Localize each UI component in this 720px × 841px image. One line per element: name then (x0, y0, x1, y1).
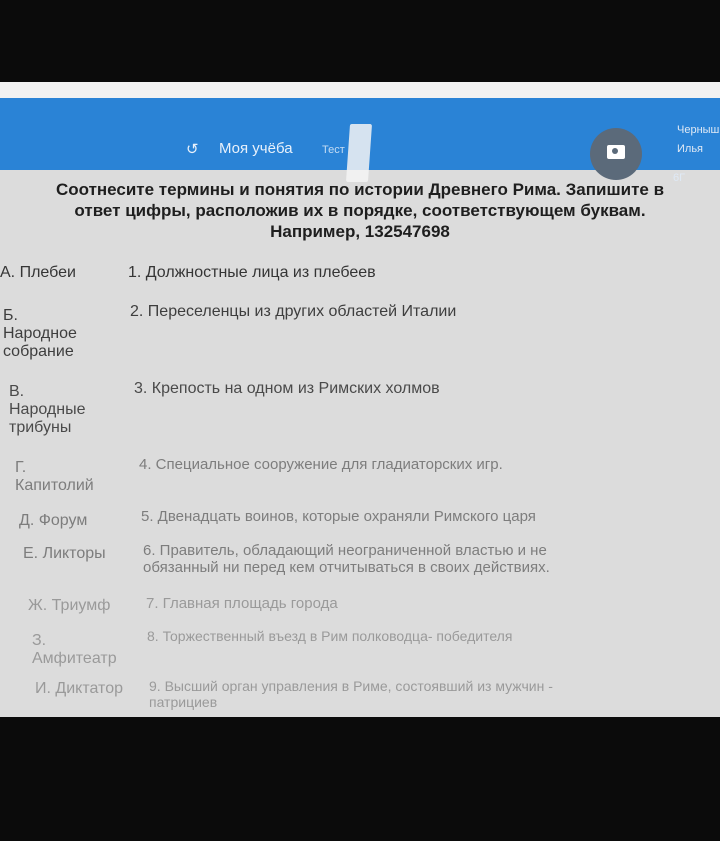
definition-7: 7. Главная площадь города (146, 595, 338, 612)
definition-3: 3. Крепость на одном из Римских холмов (134, 380, 440, 397)
browser-screen (0, 82, 720, 717)
nav-my-study[interactable]: Моя учёба (219, 140, 293, 157)
screen-glare (346, 124, 372, 182)
definition-1: 1. Должностные лица из плебеев (128, 264, 376, 281)
user-surname[interactable]: Черныш (677, 124, 720, 136)
term-zh: Ж. Триумф (28, 597, 111, 614)
term-d: Д. Форум (19, 512, 88, 529)
definition-9: 9. Высший орган управления в Риме, состоявший из мужчин - патрициев (149, 678, 553, 710)
refresh-icon[interactable]: ↺ (186, 141, 199, 158)
top-navigation-bar (0, 98, 720, 184)
term-z: З. Амфитеатр (32, 632, 117, 667)
question-line: Соотнесите термины и понятия по истории Древнего Рима. Запишите в (55, 180, 665, 199)
term-i: И. Диктатор (35, 680, 123, 697)
window-top-strip (0, 82, 720, 98)
term-a: А. Плебеи (0, 264, 76, 281)
definition-2: 2. Переселенцы из других областей Италии (130, 303, 457, 320)
user-class: 6Г (673, 172, 686, 184)
term-v: В. Народные трибуны (9, 383, 86, 436)
question-text (0, 179, 720, 242)
term-g: Г. Капитолий (15, 459, 94, 494)
question-example: Например, 132547698 (270, 222, 450, 241)
question-line: ответ цифры, расположив их в порядке, соответствующем буквам. (74, 201, 646, 220)
term-b: Б. Народное собрание (3, 307, 77, 360)
definition-6: 6. Правитель, обладающий неограниченной властью и не обязанный ни перед кем отчитываться в своих действиях. (143, 542, 550, 576)
definition-8: 8. Торжественный въезд в Рим полководца- победителя (147, 628, 513, 644)
user-name[interactable]: Илья (677, 143, 704, 155)
definition-4: 4. Специальное сооружение для гладиаторских игр. (139, 456, 503, 473)
definition-5: 5. Двенадцать воинов, которые охраняли Римского царя (141, 508, 536, 525)
camera-icon (607, 145, 625, 159)
term-e: Е. Ликторы (23, 545, 106, 562)
nav-tests[interactable]: Тест (322, 144, 345, 156)
